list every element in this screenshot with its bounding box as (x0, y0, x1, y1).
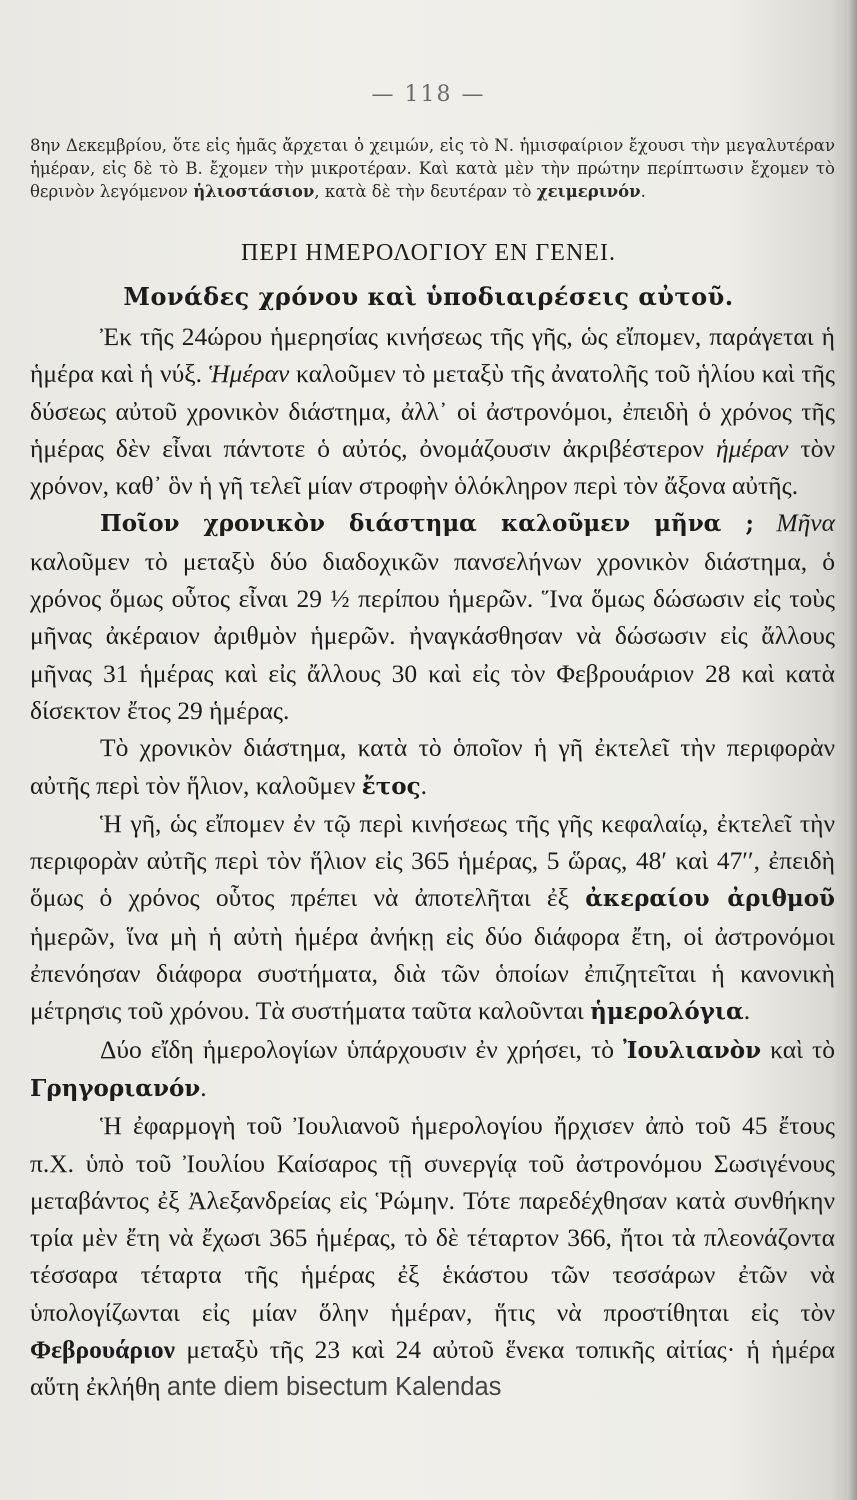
paragraph-revolution: Ἡ γῆ, ὡς εἴπομεν ἐν τῷ περὶ κινήσεως τῆς γῆς κεφαλαίῳ, ἐκτελεῖ τὴν περιφορὰν αὐτῆς περὶ τὸν ἥλιον εἰς 365 ἡμέρας, 5 ὥρας, 48′ καὶ 47′′, ἐπειδὴ ὅμως ὁ χρόνος οὗτος πρέπει νὰ ἀποτελῆται ἐξ ἀκεραίου ἀριθμοῦ ἡμερῶν, ἵνα μὴ ἡ αὐτὴ ἡμέρα ἀνήκῃ εἰς δύο διάφορα ἔτη, οἱ ἀστρονόμοι ἐπενόησαν διάφορα συστήματα, διὰ τῶν ὁποίων ἐπιζητεῖται ἡ κανονικὴ μέτρησις τοῦ χρόνου. Τὰ συστήματα ταῦτα καλοῦνται ἡμερολόγια. (30, 808, 835, 1026)
latin-phrase: ante diem bisectum Kalendas (166, 1373, 502, 1402)
page-edge (847, 0, 857, 1500)
bold-term-cheimerinon: χειμερινόν (536, 182, 641, 201)
paragraph-year: Τὸ χρονικὸν διάστημα, κατὰ τὸ ὁποῖον ἡ γῆ ἐκτελεῖ τὴν περιφορὰν αὐτῆς περὶ τὸν ἥλιον, καλοῦμεν ἔτος. (30, 733, 835, 800)
section-subheading: Μονάδες χρόνου καὶ ὑποδιαιρέσεις αὐτοῦ. (123, 282, 734, 311)
intro-paragraph: 8ην Δεκεμβρίου, ὅτε εἰς ἡμᾶς ἄρχεται ὁ χειμών, εἰς τὸ Ν. ἡμισφαίριον ἔχουσι τὴν μεγαλυτέραν ἡμέραν, εἰς δὲ τὸ Β. ἔχομεν τὴν μικροτέραν. Καὶ κατὰ μὲν τὴν πρώτην περίπτωσιν ἔχομεν τὸ θερινὸν λεγόμενον ἡλιοστάσιον, κατὰ δὲ τὴν δευτέραν τὸ χειμερινόν. (30, 136, 835, 201)
body-text (30, 318, 835, 1407)
paragraph-julian: Ἡ ἐφαρμογὴ τοῦ Ἰουλιανοῦ ἡμερολογίου ἤρχισεν ἀπὸ τοῦ 45 ἔτους π.Χ. ὑπὸ τοῦ Ἰουλίου Καίσαρος τῇ συνεργίᾳ τοῦ ἀστρονόμου Σωσιγένους μεταβάντος ἐξ Ἀλεξανδρείας εἰς Ῥώμην. Τότε παρεδέχθησαν κατὰ συνθήκην τρία μὲν ἔτη νὰ ἔχωσι 365 ἡμέρας, τὸ δὲ τέταρτον 366, ἤτοι τὰ πλεονάζοντα τέσσαρα τέταρτα τῆς ἡμέρας ἐξ ἑκάστου τῶν τεσσάρων ἐτῶν νὰ ὑπολογίζωνται εἰς μίαν ὅλην ἡμέραν, ἥτις νὰ προστίθηται εἰς τὸν Φεβρουάριον μεταξὺ τῆς 23 καὶ 24 αὐτοῦ ἕνεκα τοπικῆς αἰτίας· ἡ ἡμέρα αὕτη ἐκλήθη ante diem bisectum Kalendas (30, 1111, 835, 1402)
page-number: — 118 — (371, 82, 486, 107)
paragraph-calendars: Δύο εἴδη ἡμερολογίων ὑπάρχουσιν ἐν χρήσει, τὸ Ἰουλιανὸν καὶ τὸ Γρηγοριανόν. (30, 1034, 835, 1102)
paragraph-day: Ἐκ τῆς 24ώρου ἡμερησίας κινήσεως τῆς γῆς, ὡς εἴπομεν, παράγεται ἡ ἡμέρα καὶ ἡ νύξ. Ἡμέραν καλοῦμεν τὸ μεταξὺ τῆς ἀνατολῆς τοῦ ἡλίου καὶ τῆς δύσεως αὐτοῦ χρονικὸν διάστημα, ἀλλ᾽ οἱ ἀστρονόμοι, ἐπειδὴ ὁ χρόνος τῆς ἡμέρας δὲν εἶναι πάντοτε ὁ αὐτός, ὀνομάζουσιν ἀκριβέστερον ἡμέραν τὸν χρόνον, καθ᾽ ὃν ἡ γῆ τελεῖ μίαν στροφὴν ὁλόκληρον περὶ τὸν ἄξονα αὐτῆς. (30, 322, 836, 501)
section-heading: ΠΕΡΙ ΗΜΕΡΟΛΟΓΙΟΥ ΕΝ ΓΕΝΕΙ. (241, 240, 616, 266)
paragraph-month: Ποῖον χρονικὸν διάστημα καλοῦμεν μῆνα ; Μῆνα καλοῦμεν τὸ μεταξὺ δύο διαδοχικῶν πανσελήνων χρονικὸν διάστημα, ὁ χρόνος ὅμως οὗτος εἶναι 29 ½ περίπου ἡμερῶν. Ἵνα ὅμως δώσωσιν εἰς τοὺς μῆνας ἀκέραιον ἀριθμὸν ἡμερῶν. ἠναγκάσθησαν νὰ δώσωσιν εἰς ἄλλους μῆνας 31 ἡμέρας καὶ εἰς ἄλλους 30 καὶ εἰς τὸν Φεβρουάριον 28 καὶ κατὰ δίσεκτον ἔτος 29 ἡμέρας. (30, 508, 835, 725)
bold-term-heliostasion: ἡλιοστάσιον (193, 182, 315, 201)
question-month: Ποῖον χρονικὸν διάστημα καλοῦμεν μῆνα ; (100, 510, 754, 538)
